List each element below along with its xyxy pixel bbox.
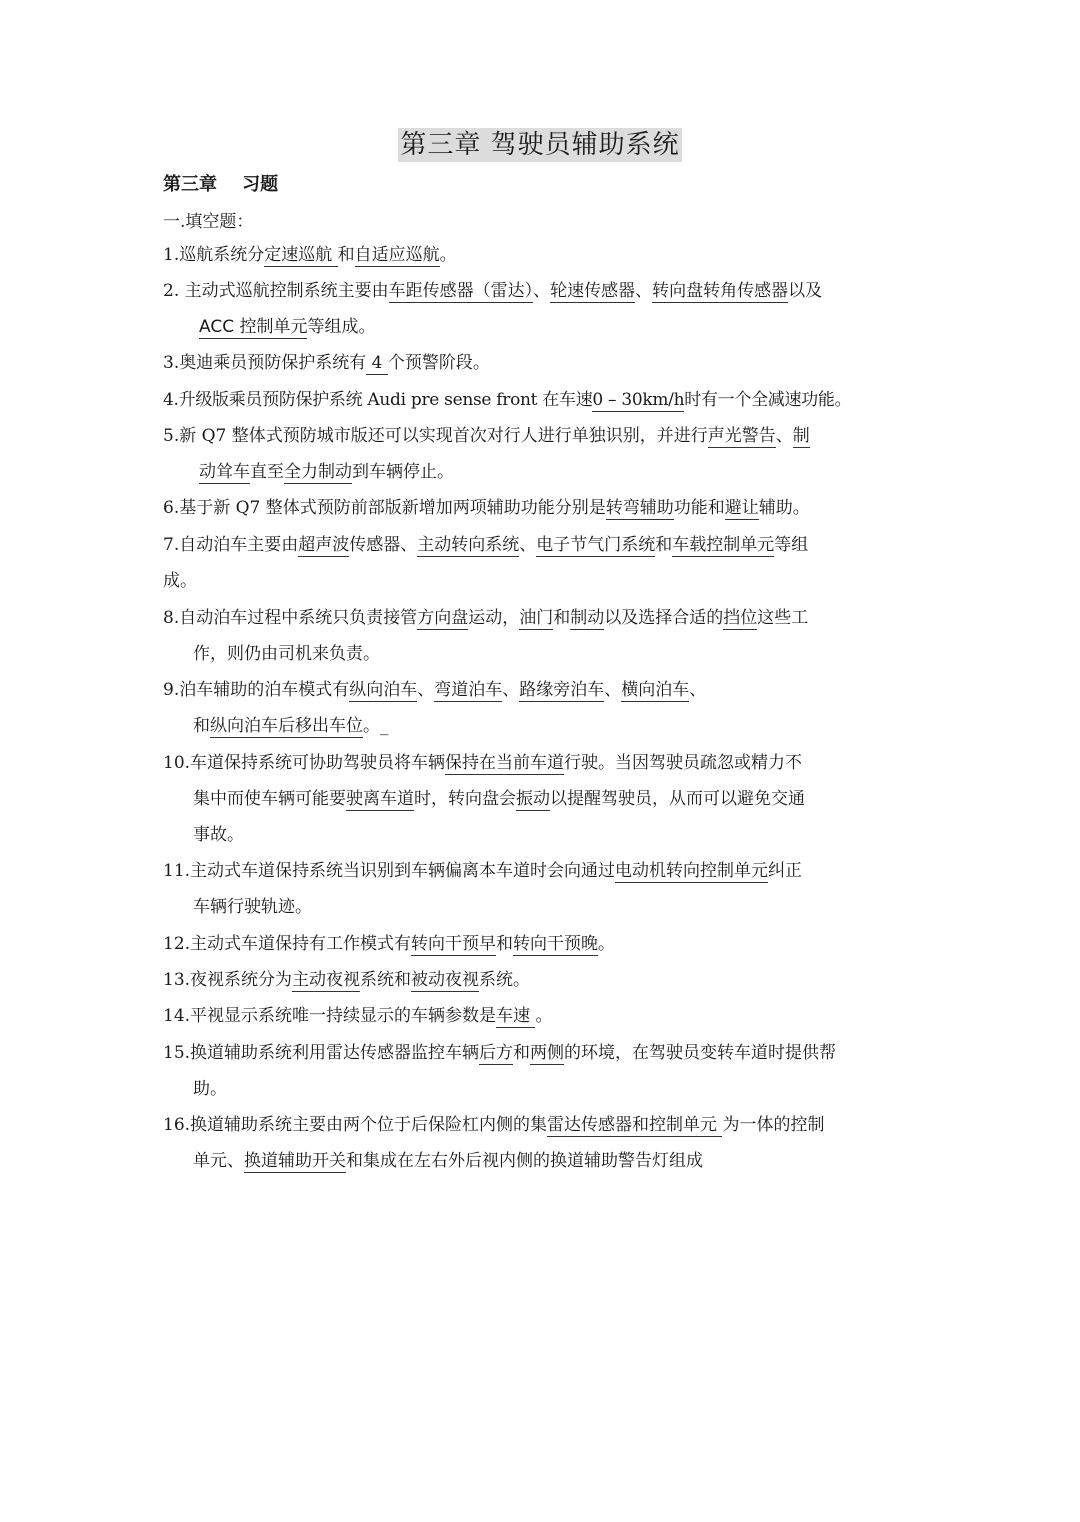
q5-text: 到车辆停止。 [352,462,454,482]
q7-text: 传感器、 [349,535,418,555]
question-6 [163,490,923,526]
q7-text: 和 [655,535,673,555]
q8-answer-3: 制动 [570,608,605,628]
q13-text: 13.夜视系统分为 [163,970,293,990]
q8-answer-1: 方向盘 [417,608,469,628]
q13-text: 系统和 [360,970,412,990]
question-9 [163,672,923,744]
q13-answer-1: 主动夜视 [292,970,361,990]
question-16 [163,1107,923,1179]
q5-answer-1: 声光警告 [707,426,776,446]
q1-text: 1.巡航系统分 [163,245,265,265]
q8-answer-2: 油门 [519,608,554,628]
q16-answer-2: 换道辅助开关 [244,1151,346,1171]
q2-text: 以及 [788,281,823,301]
q9-text: 、 [689,680,707,700]
section-heading: 一.填空题： [163,212,254,232]
q8-answer-4: 挡位 [723,608,758,628]
q9-text: 、 [417,680,435,700]
q15-text: 15.换道辅助系统利用雷达传感器监控车辆 [163,1043,480,1063]
q6-text: 辅助。 [758,498,810,518]
q16-text: 单元、 [193,1151,244,1171]
q7-text: 、 [519,535,537,555]
q10-text: 以提醒驾驶员，从而可以避免交通 [550,789,805,809]
title-row [0,128,1080,162]
q4-answer-1: 0 – 30km/h [592,390,685,410]
q3-text: 3.奥迪乘员预防保护系统有 [163,353,367,373]
q1-text: 。 [439,245,457,265]
q2-answer-4: ACC 控制单元 [199,317,308,337]
q15-answer-2: 两侧 [530,1043,565,1063]
q13-text: 系统。 [479,970,531,990]
q8-text: 这些工 [757,608,809,628]
q5-answer-2-cont: 动耸车 [199,462,250,482]
q16-text: 和集成在左右外后视内侧的换道辅助警告灯组成 [346,1151,703,1171]
q10-text: 时，转向盘会 [414,789,516,809]
q9-text: 。_ [363,716,389,736]
q10-text: 集中而使车辆可能要 [193,789,346,809]
page-title: 第三章 驾驶员辅助系统 [400,130,680,160]
q6-text: 功能和 [673,498,725,518]
q12-text: 和 [496,934,514,954]
q9-text: 、 [502,680,520,700]
q7-answer-4: 车载控制单元 [672,535,775,555]
q12-text: 12.主动式车道保持有工作模式有 [163,934,412,954]
q10-text: 事故。 [193,825,244,845]
q5-answer-3: 全力制动 [284,462,352,482]
q14-text: 14.平视显示系统唯一持续显示的车辆参数是 [163,1006,497,1026]
q7-answer-2: 主动转向系统 [417,535,520,555]
q14-text: 。 [535,1006,553,1026]
q15-text: 的环境，在驾驶员变转车道时提供帮 [564,1043,837,1063]
q16-answer-1: 雷达传感器和控制单元 [547,1115,723,1135]
q2-answer-2: 轮速传感器 [550,281,636,301]
q3-text: 个预警阶段。 [387,353,490,373]
q5-answer-2: 制 [792,426,810,446]
q16-text: 16.换道辅助系统主要由两个位于后保险杠内侧的集 [163,1115,548,1135]
q10-text: 10.车道保持系统可协助驾驶员将车辆 [163,753,446,773]
q9-answer-3: 路缘旁泊车 [519,680,605,700]
question-1 [163,237,923,273]
q10-answer-1: 保持在当前车道 [445,753,565,773]
q12-answer-1: 转向干预早 [411,934,497,954]
q11-answer-1: 电动机转向控制单元 [615,861,769,881]
question-11 [163,853,923,925]
q11-text: 车辆行驶轨迹。 [193,897,312,917]
q12-answer-2: 转向干预晚 [513,934,599,954]
q5-text: 、 [775,426,793,446]
q1-answer-2: 自适应巡航 [354,245,440,265]
q15-text: 助。 [193,1079,227,1099]
q9-text: 和 [193,716,210,736]
q7-answer-3: 电子节气门系统 [536,535,656,555]
q1-answer-1: 定速巡航 [264,245,338,265]
q15-text: 和 [513,1043,531,1063]
q2-answer-1: 车距传感器（雷达） [388,281,534,301]
q7-text: 7.自动泊车主要由 [163,535,299,555]
question-5 [163,418,923,490]
question-3 [163,345,923,381]
q4-text: 时有一个全减速功能。 [684,390,852,410]
q9-answer-5: 纵向泊车后移出车位 [210,716,363,736]
q11-text: 11.主动式车道保持系统当识别到车辆偏离本车道时会向通过 [163,861,616,881]
question-10 [163,745,923,853]
q14-answer-1: 车速 [496,1006,536,1026]
q10-answer-3: 振动 [516,789,550,809]
q10-text: 行驶。当因驾驶员疏忽或精力不 [564,753,803,773]
q8-text: 运动， [468,608,520,628]
q9-text: 、 [604,680,622,700]
q2-text: 、 [635,281,653,301]
q5-text: 直至 [250,462,284,482]
q11-text: 纠正 [768,861,803,881]
q6-answer-2: 避让 [724,498,759,518]
q9-answer-4: 横向泊车 [621,680,690,700]
q2-answer-3: 转向盘转角传感器 [652,281,789,301]
q9-answer-1: 纵向泊车 [349,680,418,700]
q1-text: 和 [337,245,355,265]
q12-text: 。 [598,934,616,954]
q10-answer-2: 驶离车道 [346,789,414,809]
q16-text: 为一体的控制 [722,1115,825,1135]
q15-answer-1: 后方 [479,1043,514,1063]
question-4 [163,382,923,418]
q7-answer-1: 超声波 [298,535,350,555]
q6-answer-1: 转弯辅助 [605,498,674,518]
question-2 [163,273,923,345]
question-14 [163,998,923,1034]
q7-text: 等组 [774,535,809,555]
q6-text: 6.基于新 Q7 整体式预防前部版新增加两项辅助功能分别是 [163,498,606,518]
q8-text: 作，则仍由司机来负责。 [193,644,380,664]
q8-text: 以及选择合适的 [604,608,724,628]
q4-text: 4.升级版乘员预防保护系统 Audi pre sense front 在车速 [163,390,593,410]
q8-text: 8.自动泊车过程中系统只负责接管 [163,608,418,628]
question-13 [163,962,923,998]
q13-answer-2: 被动夜视 [411,970,480,990]
q9-answer-2: 弯道泊车 [434,680,503,700]
q5-text: 5.新 Q7 整体式预防城市版还可以实现首次对行人进行单独识别，并进行 [163,426,708,446]
question-8 [163,600,923,672]
q9-text: 9.泊车辅助的泊车模式有 [163,680,350,700]
q2-text: 2. 主动式巡航控制系统主要由 [163,281,389,301]
q3-answer-1: 4 [366,353,388,373]
q2-text: 、 [533,281,551,301]
q2-text: 等组成。 [307,317,376,337]
question-7 [163,527,923,599]
question-12 [163,926,923,962]
question-15 [163,1035,923,1107]
q8-text: 和 [553,608,571,628]
q7-text: 成。 [163,571,197,591]
chapter-subtitle: 第三章 习题 [163,174,279,195]
